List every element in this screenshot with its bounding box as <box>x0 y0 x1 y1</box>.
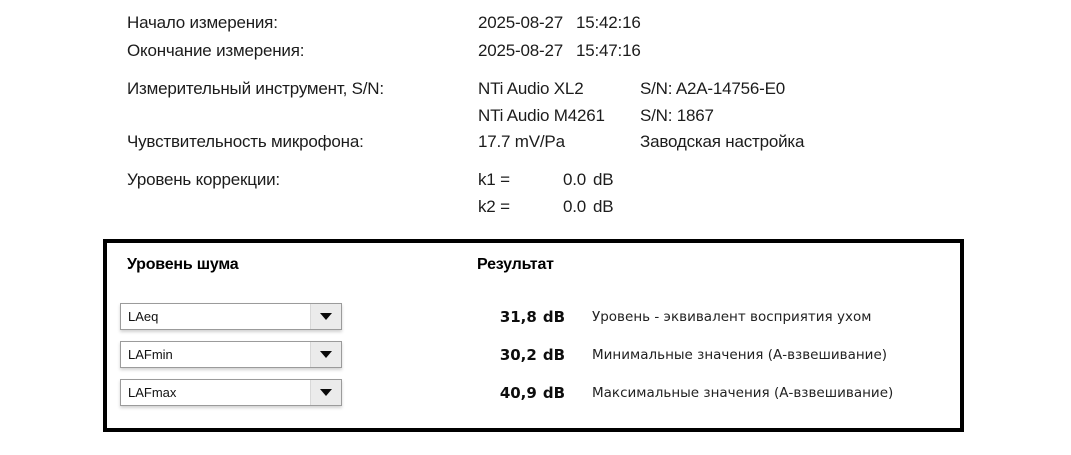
result-header: Результат <box>477 256 554 273</box>
instrument1-serial: S/N: A2A-14756-E0 <box>640 79 785 98</box>
instrument1-name: NTi Audio XL2 <box>478 79 584 98</box>
laeq-result-number: 31,8 <box>499 307 537 326</box>
lafmax-description: Максимальные значения (А-взвешивание) <box>592 384 894 401</box>
metric-row-laeq <box>120 303 960 330</box>
dropdown-arrow-icon <box>320 313 332 320</box>
metric-row-lafmax <box>120 379 960 406</box>
metric-dropdown-lafmin[interactable] <box>120 341 342 368</box>
measurement-end-date: 2025-08-27 <box>478 41 563 60</box>
metric-row-lafmin <box>120 341 960 368</box>
measurement-start-datetime <box>478 13 641 32</box>
correction-label: Уровень коррекции: <box>127 170 280 189</box>
lafmin-result-unit: dB <box>542 345 565 364</box>
metric-dropdown-lafmin-button[interactable] <box>310 342 341 367</box>
noise-level-panel <box>103 239 964 432</box>
instrument2-name: NTi Audio M4261 <box>478 106 605 125</box>
sensitivity-label: Чувствительность микрофона: <box>127 132 364 151</box>
lafmax-result-number: 40,9 <box>499 383 537 402</box>
instrument2-serial: S/N: 1867 <box>640 106 714 125</box>
metric-dropdown-laeq[interactable] <box>120 303 342 330</box>
k1-name: k1 = <box>478 170 510 189</box>
measurement-start-time: 15:42:16 <box>576 13 641 32</box>
measurement-start-date: 2025-08-27 <box>478 13 563 32</box>
k2-value: 0.0 <box>562 197 586 216</box>
k2-unit: dB <box>593 197 614 216</box>
lafmin-result-number: 30,2 <box>499 345 537 364</box>
lafmax-result-unit: dB <box>542 383 565 402</box>
dropdown-arrow-icon <box>320 351 332 358</box>
k2-name: k2 = <box>478 197 510 216</box>
k2-row <box>478 197 613 216</box>
lafmax-result <box>360 379 565 406</box>
dropdown-arrow-icon <box>320 389 332 396</box>
k1-row <box>478 170 613 189</box>
metric-dropdown-lafmax[interactable] <box>120 379 342 406</box>
laeq-result <box>360 303 565 330</box>
lafmin-description: Минимальные значения (А-взвешивание) <box>592 346 888 363</box>
k1-unit: dB <box>593 170 614 189</box>
measurement-end-datetime <box>478 41 641 60</box>
laeq-result-unit: dB <box>542 307 565 326</box>
metric-dropdown-laeq-button[interactable] <box>310 304 341 329</box>
instrument-label: Измерительный инструмент, S/N: <box>127 79 384 98</box>
k1-value: 0.0 <box>562 170 586 189</box>
lafmin-result <box>360 341 565 368</box>
metric-dropdown-lafmin-value[interactable]: LAFmin <box>128 347 173 362</box>
metric-dropdown-laeq-value[interactable]: LAeq <box>128 309 159 324</box>
measurement-start-label: Начало измерения: <box>127 13 278 32</box>
noise-level-header: Уровень шума <box>127 256 239 273</box>
metric-dropdown-lafmax-value[interactable]: LAFmax <box>128 385 177 400</box>
metric-dropdown-lafmax-button[interactable] <box>310 380 341 405</box>
measurement-end-time: 15:47:16 <box>576 41 641 60</box>
measurement-end-label: Окончание измерения: <box>127 41 305 60</box>
laeq-description: Уровень - эквивалент восприятия ухом <box>592 308 872 325</box>
sensitivity-note: Заводская настройка <box>640 132 805 151</box>
sensitivity-value: 17.7 mV/Pa <box>478 132 565 151</box>
